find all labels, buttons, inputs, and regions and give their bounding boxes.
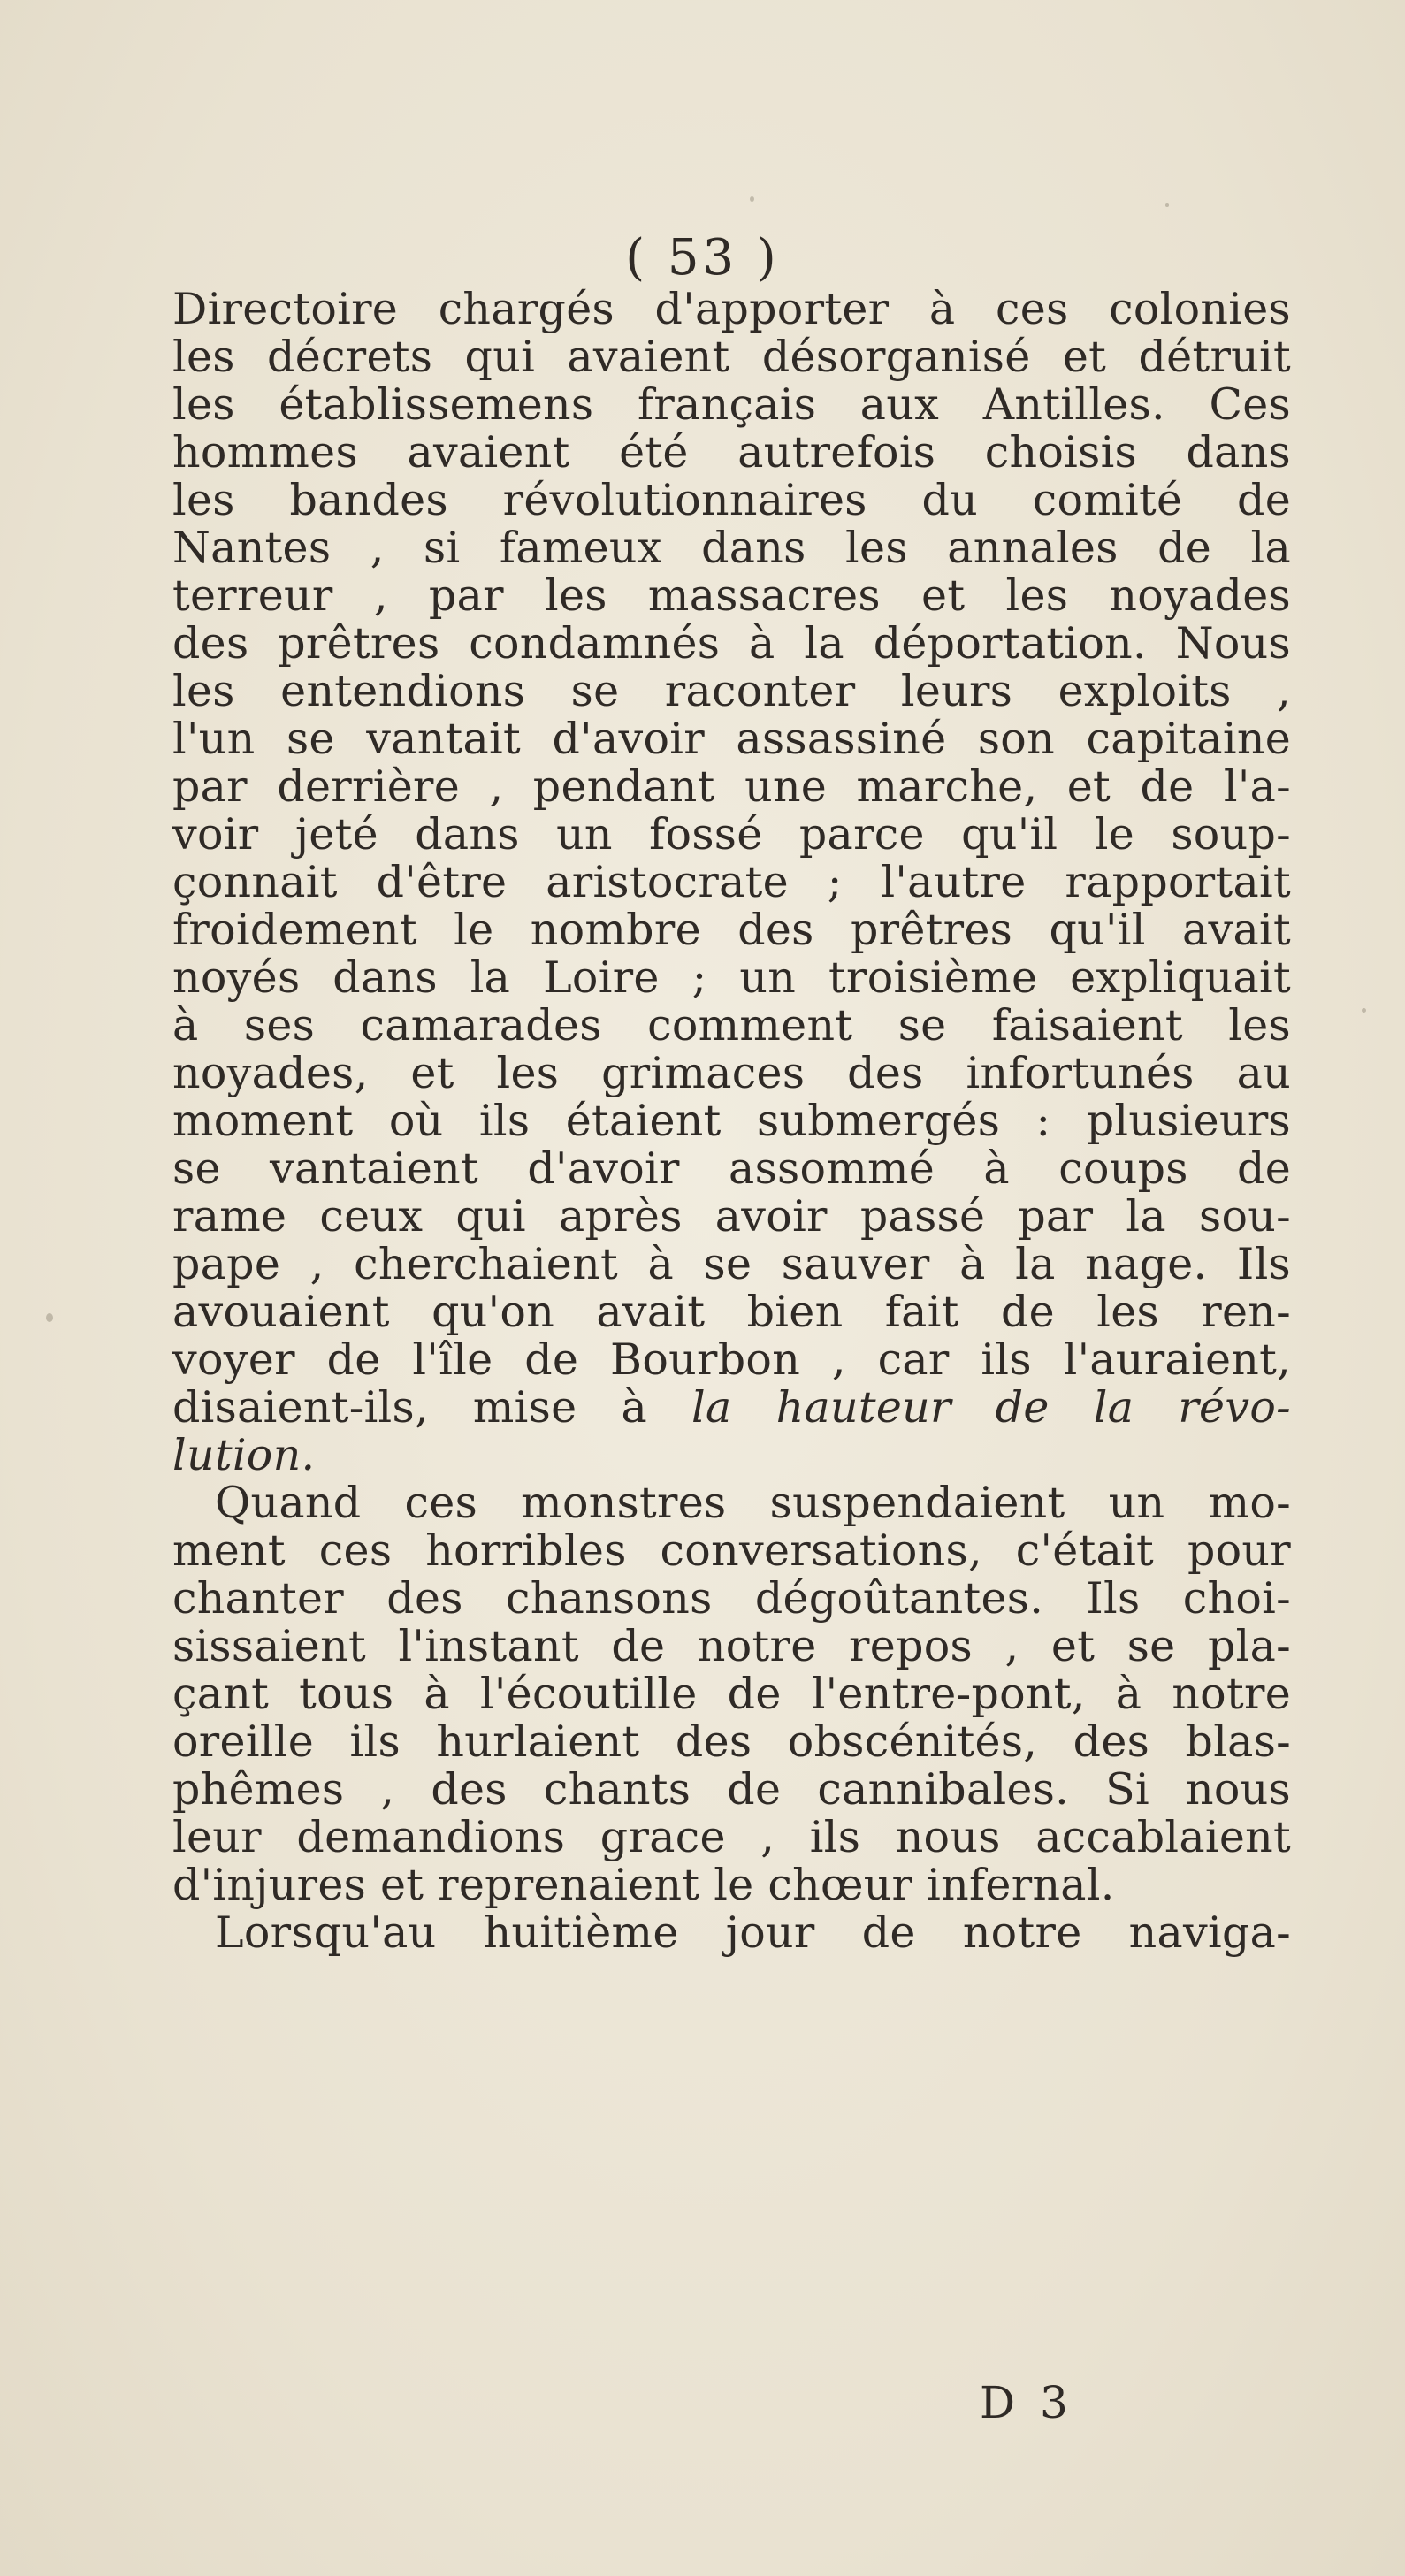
text-line: Directoire chargés d'apporter à ces colonies bbox=[172, 284, 1291, 334]
text-line: voir jeté dans un fossé parce qu'il le soup- bbox=[172, 809, 1291, 860]
text-line: phêmes , des chants de cannibales. Si nous bbox=[172, 1764, 1291, 1815]
text-line: lution. bbox=[172, 1430, 316, 1480]
signature-mark: D 3 bbox=[980, 2377, 1073, 2428]
text-line: les bandes révolutionnaires du comité de bbox=[172, 475, 1291, 525]
paper-speck bbox=[750, 196, 754, 202]
text-line: çant tous à l'écoutille de l'entre-pont, à notre bbox=[172, 1669, 1291, 1719]
text-line: se vantaient d'avoir assommé à coups de bbox=[172, 1143, 1291, 1194]
text-line: sissaient l'instant de notre repos , et se pla- bbox=[172, 1621, 1291, 1671]
text-line: voyer de l'île de Bourbon , car ils l'auraient, bbox=[172, 1334, 1291, 1385]
text-line-start: disaient-ils, mise à bbox=[172, 1382, 647, 1433]
text-line: Quand ces monstres suspendaient un mo- bbox=[215, 1478, 1291, 1528]
text-line: avouaient qu'on avait bien fait de les ren- bbox=[172, 1287, 1291, 1337]
paper-speck bbox=[1165, 203, 1169, 207]
text-line: Lorsqu'au huitième jour de notre naviga- bbox=[215, 1907, 1291, 1958]
italic-phrase: la hauteur de la révo- bbox=[691, 1382, 1291, 1433]
text-line: chanter des chansons dégoûtantes. Ils choi- bbox=[172, 1573, 1291, 1624]
text-line: noyés dans la Loire ; un troisième expliquait bbox=[172, 952, 1291, 1003]
text-line: moment où ils étaient submergés : plusieurs bbox=[172, 1096, 1291, 1146]
paper-speck bbox=[1362, 1008, 1366, 1013]
text-line: Nantes , si fameux dans les annales de la bbox=[172, 523, 1291, 573]
page-number-header: ( 53 ) bbox=[625, 229, 780, 287]
text-line: d'injures et reprenaient le chœur infernal. bbox=[172, 1860, 1115, 1910]
text-line: les entendions se raconter leurs exploits , bbox=[172, 666, 1291, 716]
text-line: ment ces horribles conversations, c'était pour bbox=[172, 1525, 1291, 1576]
text-line: les décrets qui avaient désorganisé et détruit bbox=[172, 332, 1291, 382]
text-line: rame ceux qui après avoir passé par la sou- bbox=[172, 1191, 1291, 1242]
text-line: terreur , par les massacres et les noyades bbox=[172, 570, 1291, 621]
text-line: des prêtres condamnés à la déportation. Nous bbox=[172, 618, 1291, 669]
text-line: noyades, et les grimaces des infortunés au bbox=[172, 1048, 1291, 1098]
text-line: l'un se vantait d'avoir assassiné son capitaine bbox=[172, 714, 1291, 764]
text-line bbox=[172, 1384, 1291, 1432]
text-line: à ses camarades comment se faisaient les bbox=[172, 1000, 1291, 1051]
text-line: çonnait d'être aristocrate ; l'autre rapportait bbox=[172, 857, 1291, 907]
text-line: oreille ils hurlaient des obscénités, des blas- bbox=[172, 1716, 1291, 1767]
text-line: les établissemens français aux Antilles. Ces bbox=[172, 379, 1291, 430]
text-line: froidement le nombre des prêtres qu'il avait bbox=[172, 905, 1291, 955]
text-line: par derrière , pendant une marche, et de l'a- bbox=[172, 761, 1291, 812]
body-text bbox=[172, 286, 1291, 1957]
text-line: leur demandions grace , ils nous accablaient bbox=[172, 1812, 1291, 1862]
text-line: hommes avaient été autrefois choisis dans bbox=[172, 427, 1291, 478]
paper-speck bbox=[46, 1313, 53, 1322]
text-line: pape , cherchaient à se sauver à la nage. Ils bbox=[172, 1239, 1291, 1289]
